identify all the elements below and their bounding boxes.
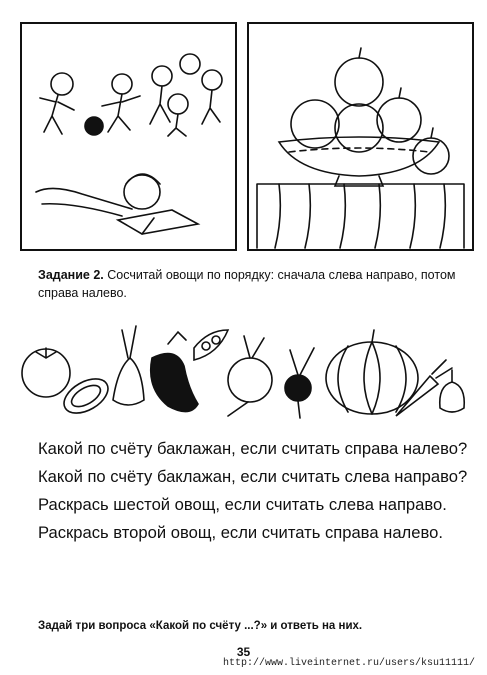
cucumber-icon bbox=[58, 372, 114, 420]
question-4: Раскрась второй овощ, если считать справа налево. bbox=[38, 523, 443, 542]
watermark-url: http://www.liveinternet.ru/users/ksu11111/ bbox=[222, 658, 475, 669]
pea-pod-icon bbox=[194, 330, 228, 360]
task-instruction bbox=[38, 266, 458, 302]
questions-list bbox=[38, 438, 468, 550]
eggplant-icon bbox=[151, 332, 198, 412]
footer-task: Задай три вопроса «Какой по счёту ...?» и ответь на них. bbox=[38, 620, 363, 632]
task-text: Сосчитай овощи по порядку: сначала слева направо, потом справа налево. bbox=[38, 268, 456, 300]
onion-icon bbox=[440, 370, 465, 412]
children-illustration-frame bbox=[20, 22, 237, 251]
garlic-icon bbox=[113, 326, 144, 405]
radish-icon bbox=[285, 348, 314, 418]
task-label: Задание 2. bbox=[38, 268, 104, 282]
vegetable-row bbox=[18, 318, 470, 423]
beet-icon bbox=[228, 336, 272, 416]
question-2: Какой по счёту баклажан, если считать слева направо? bbox=[38, 467, 468, 486]
pumpkin-icon bbox=[326, 330, 418, 414]
question-1: Какой по счёту баклажан, если считать справа налево? bbox=[38, 439, 468, 458]
page-number: 35 bbox=[236, 645, 251, 659]
question-3: Раскрась шестой овощ, если считать слева направо. bbox=[38, 495, 447, 514]
fruit-bowl-illustration bbox=[249, 24, 472, 249]
children-playing-illustration bbox=[22, 24, 235, 249]
fruit-bowl-illustration-frame bbox=[247, 22, 474, 251]
tomato-icon bbox=[22, 348, 70, 397]
